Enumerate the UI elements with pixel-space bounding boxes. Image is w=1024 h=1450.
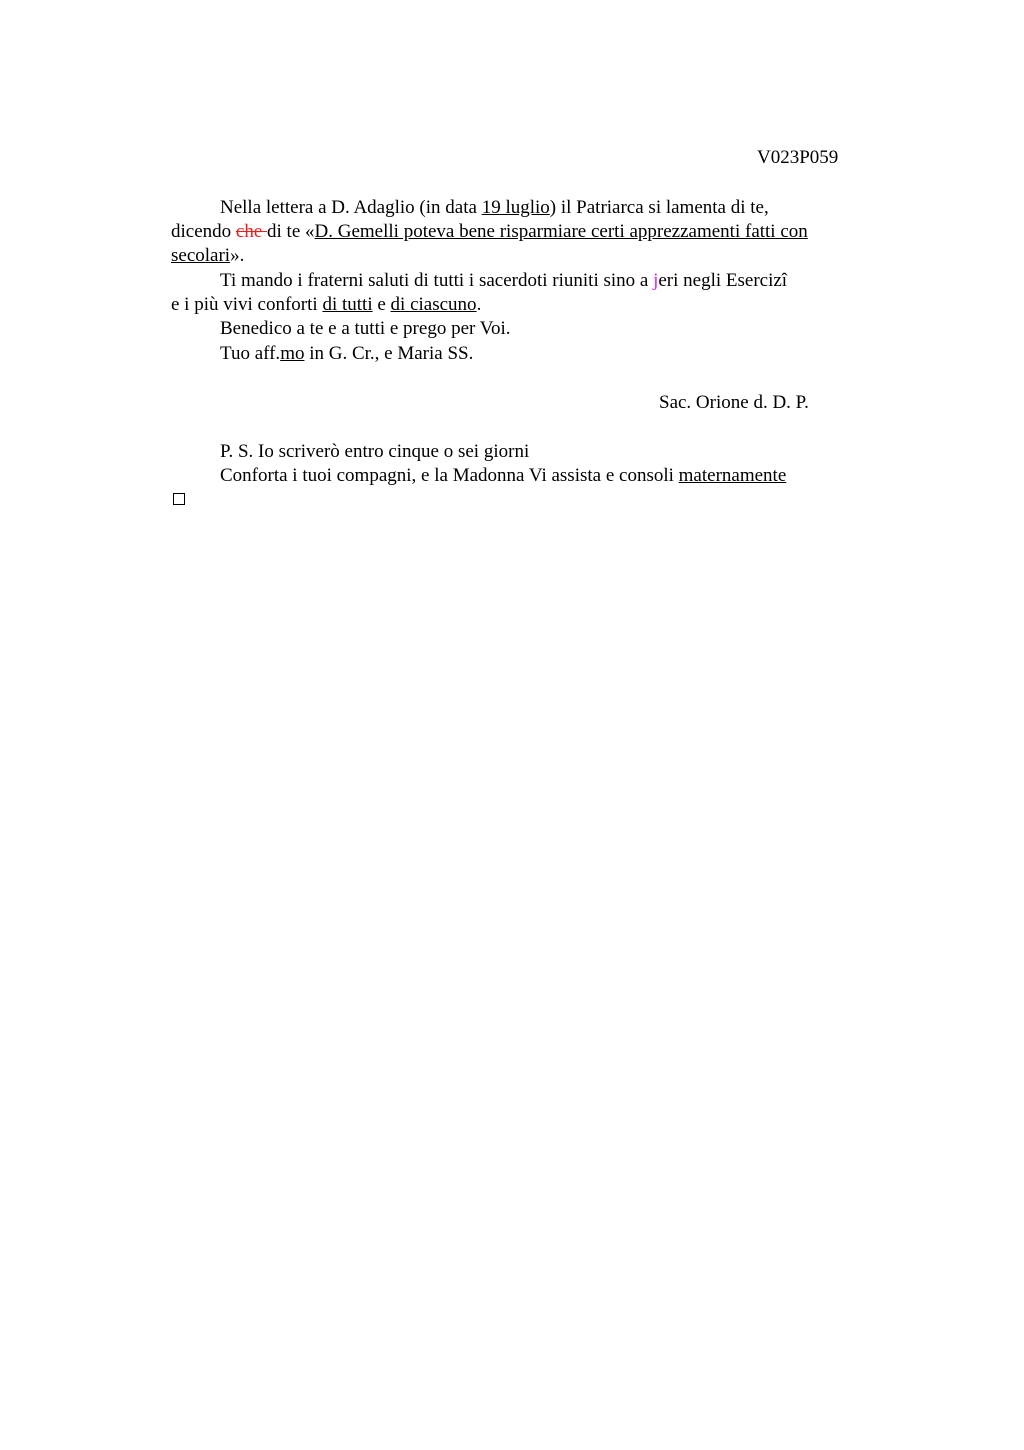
text: e i più vivi conforti bbox=[171, 294, 323, 315]
document-code: V023P059 bbox=[757, 147, 839, 168]
paragraph1-line1 bbox=[220, 196, 769, 220]
editorial-j: j bbox=[653, 270, 659, 291]
closing-line bbox=[220, 342, 473, 366]
superscript-underlined: mo bbox=[280, 343, 305, 364]
date-underlined: 19 luglio bbox=[481, 197, 550, 218]
underlined-phrase: di ciascuno bbox=[390, 294, 477, 315]
blessing-line: Benedico a te e a tutti e prego per Voi. bbox=[220, 318, 511, 339]
text: . bbox=[476, 294, 482, 315]
quote-underlined: D. Gemelli poteva bene risparmiare certi apprezzamenti fatti con bbox=[314, 221, 808, 242]
text: Ti mando i fraterni saluti di tutti i sacerdoti riuniti sino a bbox=[220, 270, 654, 291]
text: Tuo aff. bbox=[220, 343, 281, 364]
text: Nella lettera a D. Adaglio (in data bbox=[220, 197, 482, 218]
paragraph2-line1 bbox=[220, 269, 787, 293]
text: ) il Patriarca si lamenta di te, bbox=[549, 197, 769, 218]
checkbox-square-icon bbox=[173, 493, 185, 505]
quote-underlined: secolari bbox=[171, 245, 231, 266]
text: ». bbox=[230, 245, 245, 266]
paragraph1-line3 bbox=[171, 244, 244, 268]
text: eri negli Esercizi bbox=[658, 270, 788, 291]
paragraph1-line2 bbox=[171, 220, 808, 244]
paragraph2-line2 bbox=[171, 293, 481, 317]
text: in G. Cr., e Maria SS. bbox=[304, 343, 474, 364]
text: Conforta i tuoi compagni, e la Madonna Vi assista e consoli bbox=[220, 465, 679, 486]
underlined-word: maternamente bbox=[678, 465, 787, 486]
postscript-line1: P. S. Io scriverò entro cinque o sei giorni bbox=[220, 441, 530, 462]
text: dicendo bbox=[171, 221, 236, 242]
text: e bbox=[372, 294, 391, 315]
postscript-line2 bbox=[220, 464, 786, 488]
underlined-phrase: di tutti bbox=[322, 294, 373, 315]
signature: Sac. Orione d. D. P. bbox=[659, 392, 809, 413]
text: di te « bbox=[267, 221, 315, 242]
deleted-word: che bbox=[235, 221, 268, 242]
